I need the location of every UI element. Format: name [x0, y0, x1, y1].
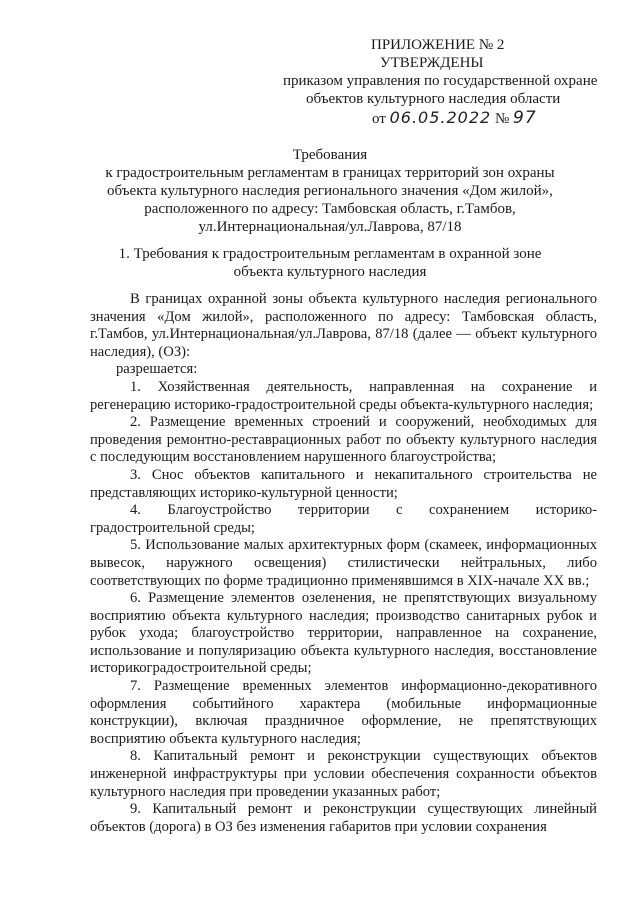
paragraph: 6. Размещение элементов озеленения, не препятствующих визуальному восприятию объекта культурного наследия; производство санитарных рубок и рубок ухода; благоустройство территории, направленное на сохранение, использование и популяризацию объекта культурного наследия, восстановление историкоградостроительной среды;: [90, 590, 597, 677]
requirements-subtitle-line: объекта культурного наследия регионального значения «Дом жилой»,: [107, 183, 553, 199]
handwritten-date: 06.05.2022: [389, 108, 492, 127]
section-heading-line: 1. Требования к градостроительным регламентам в охранной зоне: [118, 246, 542, 262]
paragraph: 4. Благоустройство территории с сохранением историко-градостроительной среды;: [90, 502, 597, 536]
paragraph: 8. Капитальный ремонт и реконструкции существующих объектов инженерной инфраструктуры при условии обеспечения сохранности объектов культурного наследия при проведении указанных работ;: [90, 748, 597, 800]
appendix-number: ПРИЛОЖЕНИЕ № 2: [371, 37, 505, 53]
document-body: [90, 291, 597, 836]
handwritten-number: 97: [513, 108, 537, 128]
order-authority-line2: объектов культурного наследия области: [306, 91, 561, 107]
requirements-title: Требования: [292, 147, 368, 163]
requirements-subtitle-line: расположенного по адресу: Тамбовская область, г.Тамбов,: [144, 201, 516, 217]
order-authority-line1: приказом управления по государственной охране: [283, 73, 598, 89]
approved-label: УТВЕРЖДЕНЫ: [380, 55, 484, 71]
section-heading-line: объекта культурного наследия: [233, 264, 427, 280]
date-prefix: от: [372, 111, 386, 127]
order-date-number: [372, 109, 537, 128]
requirements-subtitle-line: к градостроительным регламентам в границах территорий зон охраны: [105, 165, 555, 181]
paragraph: 7. Размещение временных элементов информационно-декоративного оформления событийного характера (мобильные информационные конструкции), включая праздничное оформление, не препятствующих восприятию объекта культурного наследия;: [90, 678, 597, 747]
paragraph: 1. Хозяйственная деятельность, направленная на сохранение и регенерацию историко-градостроительной среды объекта-культурного наследия;: [90, 378, 597, 413]
paragraph: 2. Размещение временных строений и сооружений, необходимых для проведения ремонтно-реставрационных работ по объекту культурного наследия с последующим восстановлением нарушенного благоустройства;: [90, 414, 597, 466]
paragraph: 9. Капитальный ремонт и реконструкции существующих линейный объектов (дорога) в ОЗ без изменения габаритов при условии сохранения: [90, 801, 597, 835]
paragraph: В границах охранной зоны объекта культурного наследия регионального значения «Дом жилой», расположенного по адресу: Тамбовская область, г.Тамбов, ул.Интернациональная/ул.Лаврова, 87/18 (далее — объект культурного наследия), (ОЗ):: [90, 291, 597, 360]
paragraph: 5. Использование малых архитектурных форм (скамеек, информационных вывесок, наружного освещения) стилистически нейтральных, либо соответствующих по форме традиционно применявшимся в XIX-начале XX вв.;: [90, 537, 597, 589]
number-sign: №: [494, 111, 510, 127]
paragraph: разрешается:: [116, 361, 198, 378]
requirements-subtitle-line: ул.Интернациональная/ул.Лаврова, 87/18: [198, 219, 462, 235]
paragraph: 3. Снос объектов капитального и некапитального строительства не представляющих историко-культурной ценности;: [90, 466, 597, 501]
